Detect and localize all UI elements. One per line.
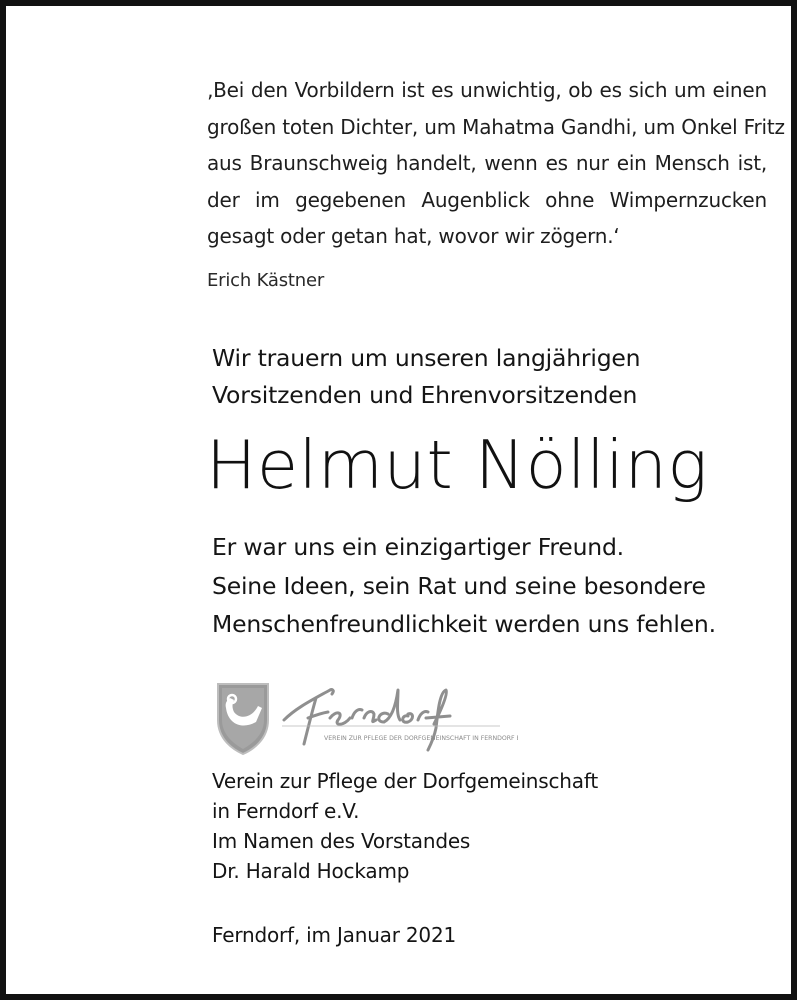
deceased-name: Helmut Nölling	[206, 426, 709, 504]
tribute-line: Er war uns ein einzigartiger Freund.	[212, 533, 624, 561]
org-line: Verein zur Pflege der Dorfgemeinschaft	[212, 769, 598, 793]
mourning-line: Vorsitzenden und Ehrenvorsitzenden	[212, 381, 638, 409]
quote-line: gesagt oder getan hat, wovor wir zögern.‘	[207, 224, 620, 248]
place-date: Ferndorf, im Januar 2021	[212, 923, 457, 947]
tribute-line: Menschenfreundlichkeit werden uns fehlen.	[212, 610, 716, 638]
quote-block	[207, 72, 785, 255]
quote-line: aus Braunschweig handelt, wenn es nur ein Mensch ist,	[207, 151, 767, 175]
org-line: in Ferndorf e.V.	[212, 799, 360, 823]
tribute-block	[212, 528, 716, 644]
org-line: Dr. Harald Hockamp	[212, 859, 410, 883]
club-logo	[212, 678, 518, 758]
logo-caption: VEREIN ZUR PFLEGE DER DORFGEMEINSCHAFT IN FERNDORF E.V.	[324, 735, 518, 742]
mourning-line: Wir trauern um unseren langjährigen	[212, 344, 641, 372]
organization-signature	[212, 766, 598, 886]
quote-line: großen toten Dichter, um Mahatma Gandhi, um Onkel Fritz	[207, 114, 785, 139]
logo-graphic	[212, 678, 518, 758]
tribute-line: Seine Ideen, sein Rat und seine besondere	[212, 571, 706, 600]
quote-line: ‚Bei den Vorbildern ist es unwichtig, ob es sich um einen	[207, 78, 767, 102]
quote-line: der im gegebenen Augenblick ohne Wimpernzucken	[207, 187, 767, 212]
horn-shield-icon	[218, 684, 268, 754]
org-line: Im Namen des Vorstandes	[212, 829, 471, 853]
mourning-statement	[212, 340, 640, 414]
quote-author: Erich Kästner	[207, 270, 325, 291]
